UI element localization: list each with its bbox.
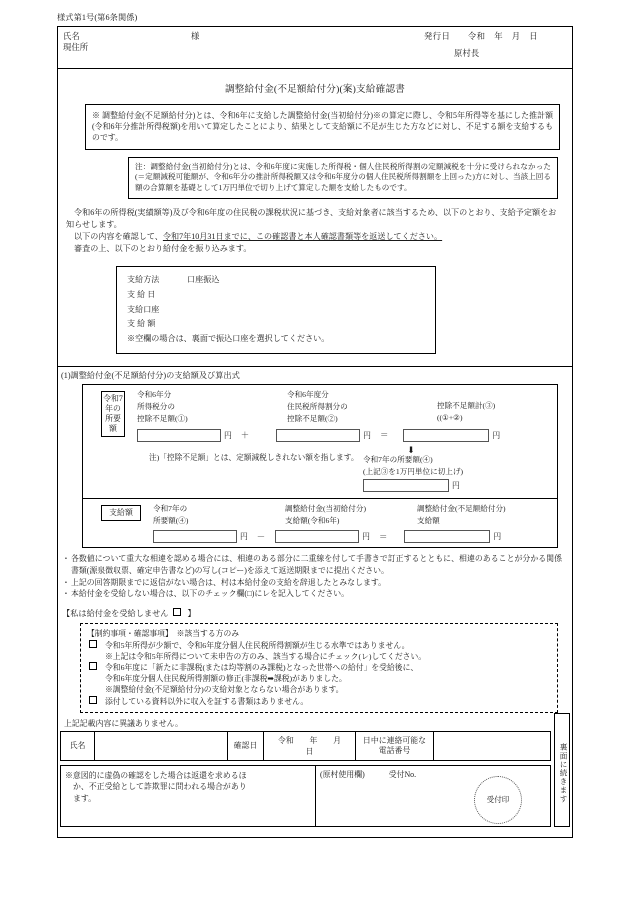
cell3-head-line1: 控除不足額計(③)	[437, 401, 496, 411]
row1b-head-line2: (上記③を1万円単位に切上げ)	[363, 466, 463, 476]
office-use-label: (原村使用欄)	[320, 769, 365, 779]
cell2-head-line3: 控除不足額(②)	[287, 414, 338, 424]
cell1-head-line2: 所得税分の	[137, 402, 175, 412]
bottom-section	[60, 713, 570, 827]
constraint-text-2: 令和6年度に「新たに非課税(または均等割のみ課税)となった世帯への給付」を受給後に、	[105, 663, 419, 673]
yen-unit-6: 円	[362, 532, 370, 542]
receipt-number-label: 受付No.	[388, 769, 417, 779]
cell2-head-line2: 住民税所得割分の	[287, 402, 348, 412]
office-use-box	[316, 765, 551, 827]
input-income-tax-shortfall[interactable]	[137, 429, 221, 442]
operator-plus: ＋	[240, 431, 250, 441]
constraint-text-3: 添付している資料以外に収入を証する書類はありません。	[105, 696, 309, 706]
constraint-checkbox-2[interactable]	[89, 662, 97, 670]
current-address-label: 現住所	[63, 43, 89, 52]
input-required-amount[interactable]	[153, 530, 237, 543]
bullet-marker: ・	[62, 577, 70, 587]
yen-unit-3: 円	[492, 430, 501, 440]
yen-unit-1: 円	[224, 430, 232, 440]
agreement-statement: 上記記載内容に異議ありません。	[64, 718, 183, 728]
bullet-item	[62, 577, 562, 589]
cell-shortfall-payment	[417, 504, 557, 528]
paragraph-review: 審査の上、以下のとおり給付金を振り込みます。	[74, 244, 252, 254]
recipient-name-label: 氏名	[63, 32, 80, 41]
row1b-head-line1: 令和7年の所要額(④)	[363, 454, 433, 464]
constraint-item	[87, 640, 551, 651]
payment-method-row	[127, 273, 435, 288]
constraint-item	[87, 696, 551, 707]
fraud-warning-box	[60, 765, 316, 827]
cell2-head-line1: 令和6年度分	[287, 390, 329, 400]
bottom-lower-row	[60, 765, 551, 827]
document-title: 調整給付金(不足額給付分)(案)支給確認書	[224, 84, 406, 95]
cell-required-amount	[153, 504, 285, 528]
yen-unit-4: 円	[452, 480, 460, 490]
input-total-shortfall[interactable]	[403, 429, 489, 442]
constraints-box-title: 【制約事項・確認事項】 ※該当する方のみ	[87, 629, 240, 639]
bullet-marker: ・	[62, 554, 70, 564]
input-required-amount-rounded[interactable]	[363, 479, 449, 492]
table-row	[61, 731, 551, 760]
decline-benefit-checkbox[interactable]	[173, 608, 181, 616]
constraint-checkbox-3[interactable]	[89, 696, 97, 704]
constraint-checkbox-cell[interactable]	[87, 640, 105, 651]
cell-resident-tax-shortfall	[287, 390, 437, 426]
calculation-table	[82, 384, 558, 548]
decline-benefit-label: 【私は給付金を受給しません	[62, 609, 169, 619]
payment-account-label: 支給口座	[127, 304, 160, 314]
signer-name-label: 氏名	[61, 731, 95, 760]
payment-account-row	[127, 303, 435, 318]
payment-date-label: 支 給 日	[127, 289, 156, 299]
row1-key-label: 令和7年の所要額	[101, 391, 125, 437]
paragraph-deadline	[66, 231, 558, 243]
cell-initial-payment	[285, 504, 417, 528]
cell-total-shortfall	[437, 390, 557, 426]
constraint-subtext-2-1: 令和6年度分個人住民税所得割額の修正(非課税➡課税)がありました。	[105, 674, 347, 684]
paragraph-deadline-prefix: 以下の内容を確認して、	[74, 232, 163, 242]
cell3-head-line2: ((①+②)	[437, 413, 463, 423]
issuer-label: 原村長	[454, 49, 480, 58]
constraint-text-1: 令和5年所得が少額で、令和6年度分個人住民税所得割額が生じる水準ではありません。	[105, 641, 410, 651]
section-1-heading: (1)調整給付金(不足額給付分)の支給額及び算出式	[61, 371, 240, 381]
operator-equals-2: ＝	[378, 532, 388, 542]
paragraph-deadline-underlined: 令和7年10月31日までに、この確認書と本人確認書類等を返送してください。	[162, 232, 443, 242]
bullet-text-decline: 本給付金を受給しない場合は、以下のチェック欄(□)にレを記入してください。	[71, 589, 350, 599]
operator-equals-1: ＝	[379, 431, 389, 441]
bullet-item	[62, 588, 562, 600]
form-outer-frame	[57, 26, 573, 838]
row2-cell1-head-line1: 令和7年の	[153, 503, 188, 513]
constraints-confirmation-box	[80, 623, 558, 712]
yen-unit-5: 円	[240, 532, 248, 542]
rounded-required-amount-block	[363, 446, 553, 492]
daytime-phone-label: 日中に連絡可能な電話番号	[356, 731, 434, 760]
shortfall-definition-note: 注)「控除不足額」とは、定額減税しきれない額を指します。	[149, 452, 359, 462]
cell1-head-line3: 控除不足額(①)	[137, 414, 188, 424]
payment-amount-label: 支 給 額	[127, 319, 156, 329]
row2-cell2-head-line1: 調整給付金(当初給付分)	[285, 503, 366, 513]
definition-note-text: 注：調整給付金(当初給付分)とは、令和6年度に実施した所得税・個人住民税所得割の定額減税を十分に受けられなかった(＝定額減税可能額が、令和6年分の推計所得税額又は令和6年度分の個人住民税所得割額を上回った)方に対し、当該上回る額の合算額を基礎として1万円単位で切り上げて算定した額を支給したものです。	[135, 161, 551, 193]
decline-benefit-line	[62, 608, 572, 619]
receipt-stamp-circle	[474, 776, 522, 824]
calculation-midsection	[83, 446, 557, 492]
issue-date-label: 発行日 令和 年 月 日	[424, 32, 539, 41]
cell-income-tax-shortfall	[137, 390, 287, 426]
bullet-item	[62, 553, 562, 576]
paragraph-eligibility: 令和6年の所得税(実績額等)及び令和6年度の住民税の課税状況に基づき、支給対象者に該当するため、以下のとおり、支給予定額をお知らせします。	[66, 208, 557, 230]
form-header	[58, 27, 572, 69]
form-number: 様式第1号(第6条関係)	[57, 13, 138, 22]
calculation-row-payment-amount	[83, 498, 557, 544]
calculation-row1-inputs	[137, 429, 557, 442]
constraint-subtext-2-2: ※調整給付金(不足額給付分)の支給対象とならない場合があります。	[105, 685, 344, 695]
constraint-checkbox-cell[interactable]	[87, 696, 105, 707]
bullet-marker: ・	[62, 589, 70, 599]
confirm-date-input[interactable]: 令和 年 月 日	[264, 731, 356, 760]
row2-cell2-head-line2: 支給額(令和6年)	[285, 515, 340, 525]
definition-note-box	[128, 157, 558, 199]
payment-amount-row	[127, 317, 435, 332]
overview-note-box	[85, 104, 560, 150]
payment-footnote: ※空欄の場合は、裏面で振込口座を選択してください。	[127, 334, 330, 344]
constraint-subtext-1-1: ※上記は令和5年所得について未申告の方のみ、該当する場合にチェック(レ)してください。	[105, 652, 427, 662]
confirm-date-label: 確認日	[228, 731, 264, 760]
calculation-row2-inputs	[153, 530, 557, 543]
input-initial-payment[interactable]	[275, 530, 359, 543]
down-arrow-icon: ⬇	[407, 444, 415, 455]
instruction-paragraphs	[66, 207, 558, 256]
row2-cell3-head-line2: 支給額	[417, 515, 440, 525]
bullet-text-no-reply: 上記の回答期限までに返信がない場合は、村は本給付金の支給を辞退したとみなします。	[71, 577, 386, 587]
payment-method-value: 口座振込	[187, 274, 220, 284]
fraud-warning-line1: ※意図的に虚偽の確認をした場合は返還を求めるほ	[65, 770, 247, 780]
decline-benefit-close: 】	[187, 609, 196, 619]
continues-on-back-tab: 裏面に続きます	[554, 713, 570, 827]
payment-summary-box	[116, 266, 436, 355]
calculation-row-required-amount	[83, 385, 557, 442]
input-resident-tax-shortfall[interactable]	[276, 429, 360, 442]
yen-unit-7: 円	[493, 532, 502, 542]
receipt-stamp-label: 受付印	[486, 795, 510, 805]
row2-cell1-head-line2: 所要額(④)	[153, 515, 189, 525]
row2-cell3-head-line1: 調整給付金(不足額給付分)	[417, 503, 506, 513]
constraint-checkbox-1[interactable]	[89, 640, 97, 648]
constraint-checkbox-cell[interactable]	[87, 662, 105, 673]
operator-minus: －	[256, 532, 266, 542]
fraud-warning-line2: か、不正受給として詐欺罪に問われる場合があり	[73, 782, 247, 792]
input-shortfall-payment[interactable]	[404, 530, 490, 543]
honorific-sama: 様	[191, 32, 200, 41]
cell1-head-line1: 令和6年分	[137, 390, 172, 400]
overview-note-text: ※ 調整給付金(不足額給付分)とは、令和6年に支給した調整給付金(当初給付分)※の算定に際し、令和5年所得等を基にした推計額(令和6年分推計所得税額)を用いて算定したことにより、結果として支給額に不足が生じた方などに対し、不足する額を支給するものです。	[92, 111, 553, 143]
row2-key-label: 支給額	[101, 505, 141, 521]
payment-method-label: 支給方法	[127, 274, 160, 284]
signer-name-input[interactable]	[95, 731, 228, 760]
constraint-item	[87, 662, 551, 673]
signature-table	[60, 731, 551, 761]
section-1	[58, 366, 572, 548]
fraud-warning-line3: ます。	[73, 793, 97, 803]
payment-date-row	[127, 288, 435, 303]
yen-unit-2: 円	[363, 430, 371, 440]
daytime-phone-input[interactable]	[434, 731, 551, 760]
instruction-bullet-list	[62, 553, 562, 600]
bullet-text-correction: 各数値について重大な相違を認める場合には、相違のある部分に二重線を付して手書きで訂正するとともに、相違のあることが分かる関係書類(源泉徴収票、確定申告書など)の写し(コピー)を添えて返送期限までに提出ください。	[71, 554, 562, 576]
